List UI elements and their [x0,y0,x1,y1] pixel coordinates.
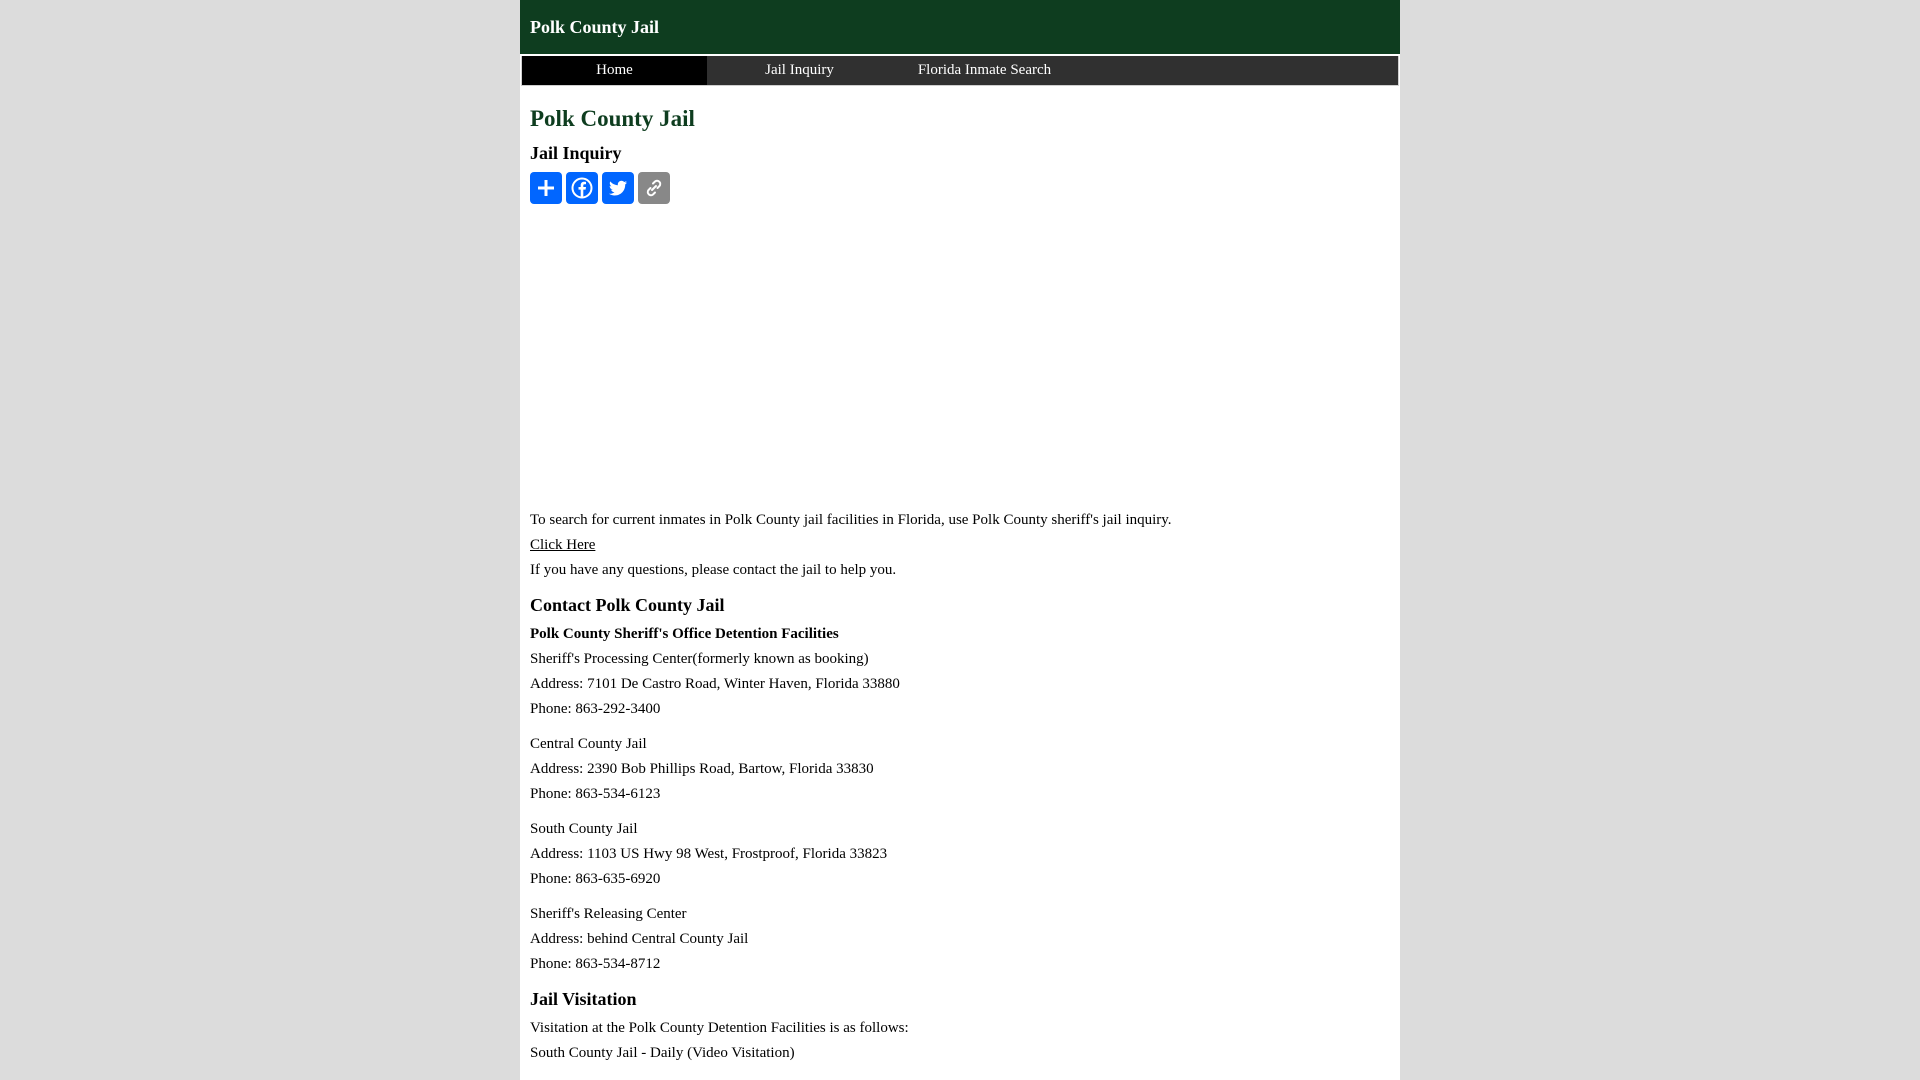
nav-jail-inquiry[interactable]: Jail Inquiry [765,62,834,78]
facility-name: South County Jail [530,821,638,837]
facility-block [530,622,1390,722]
visitation-text: South County Jail - Daily (Video Visitation) [530,1045,795,1061]
facility-name: Polk County Sheriff's Office Detention Facilities [530,626,839,642]
facility-phone: Phone: 863-534-6123 [530,786,661,802]
facebook-icon [570,176,594,200]
site-header [520,0,1400,54]
facebook-share-button[interactable] [566,172,598,204]
visitation-text: Visitation at the Polk County Detention Facilities is as follows: [530,1020,909,1036]
facility-name: Central County Jail [530,736,647,752]
facility-address: Address: 2390 Bob Phillips Road, Bartow, Florida 33830 [530,761,874,777]
facility-address: Address: 7101 De Castro Road, Winter Haven, Florida 33880 [530,676,900,692]
share-buttons [530,172,1390,204]
facility-address: Address: behind Central County Jail [530,931,749,947]
visitation-block [530,1016,1390,1066]
twitter-icon [606,176,630,200]
site-title[interactable]: Polk County Jail [530,16,660,37]
facility-block [530,902,1390,977]
nav-florida-inmate-search[interactable]: Florida Inmate Search [917,62,1052,78]
click-here-link[interactable]: Click Here [530,537,596,553]
copy-link-icon [642,176,666,200]
page-title: Polk County Jail [530,106,695,131]
page-container [520,0,1400,1080]
twitter-share-button[interactable] [602,172,634,204]
ad-space [530,204,1390,508]
facility-address: Address: 1103 US Hwy 98 West, Frostproof, Florida 33823 [530,846,888,862]
share-plus-icon [534,176,558,200]
nav-home[interactable]: Home [522,56,707,85]
facility-phone: Phone: 863-635-6920 [530,871,661,887]
page-subtitle: Jail Inquiry [530,143,622,163]
click-here-row [530,533,1390,558]
visitation-heading: Jail Visitation [530,989,637,1009]
contact-heading: Contact Polk County Jail [530,595,725,615]
facility-name: Sheriff's Releasing Center [530,906,687,922]
copy-link-button[interactable] [638,172,670,204]
main-nav [521,56,1399,86]
questions-text: If you have any questions, please contact the jail to help you. [530,562,897,578]
facility-block [530,732,1390,807]
intro-text: To search for current inmates in Polk County jail facilities in Florida, use Polk County sheriff's jail inquiry. [530,512,1172,528]
facility-phone: Phone: 863-534-8712 [530,956,661,972]
share-button[interactable] [530,172,562,204]
facility-block [530,817,1390,892]
main-content [520,106,1400,1066]
facility-phone: Phone: 863-292-3400 [530,701,661,717]
facility-detail: Sheriff's Processing Center(formerly known as booking) [530,651,869,667]
